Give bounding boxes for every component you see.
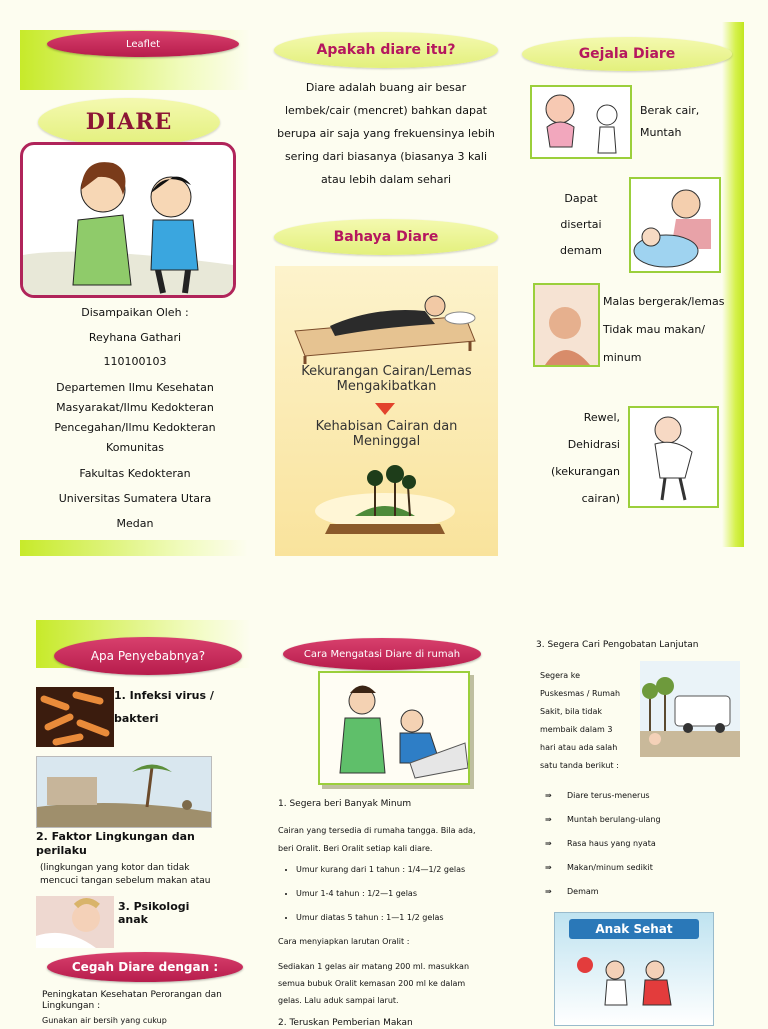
step-3-text: Segera ke Puskesmas / Rumah Sakit, bila tidak membaik dalam 3 hari atau ada salah satu tanda berikut : (540, 671, 621, 770)
double-arrow-icon: ⇛ (545, 791, 552, 800)
fever-child-illustration (629, 177, 721, 273)
sick-person-bed-illustration (275, 266, 498, 366)
danger-poster (275, 266, 498, 556)
grave-illustration (275, 456, 498, 546)
oralit-prep-text: Sediakan 1 gelas air matang 200 ml. masukkan semua bubuk Oralit kemasan 200 ml ke dalam gelas. Lalu aduk sampai larut. (278, 962, 470, 1005)
symptoms-heading-text: Gejala Diare (578, 46, 676, 62)
playing-children-illustration (555, 945, 713, 1025)
warning-sign-item (545, 808, 735, 832)
presented-by-label: Disampaikan Oleh : (81, 306, 189, 319)
danger-heading (274, 219, 498, 255)
warning-sign-item (545, 856, 735, 880)
dose-item: • Umur 1-4 tahun : 1/2—1 gelas (296, 882, 516, 906)
warning-sign-text: Makan/minum sedikit (567, 863, 653, 872)
cause-3: 3. Psikologi anak (118, 900, 190, 926)
warning-sign-item (545, 784, 735, 808)
cause-1: 1. Infeksi virus / bakteri (114, 689, 214, 725)
double-arrow-icon: ⇛ (545, 863, 552, 872)
mother-giving-drink-illustration (318, 671, 470, 785)
prevention-item: Peningkatan Kesehatan Perorangan dan Lingkungan : (42, 990, 222, 1011)
symptom-3: Malas bergerak/lemas Tidak mau makan/ minum (603, 295, 725, 364)
city: Medan (116, 517, 154, 530)
cause-2-description: (lingkungan yang kotor dan tidak mencuci tangan sebelum makan atau (40, 863, 211, 886)
step-2-title: 2. Teruskan Pemberian Makan (278, 1018, 413, 1028)
dirty-environment-image (36, 756, 212, 828)
what-is-heading-text: Apakah diare itu? (316, 42, 456, 58)
ambulance-image (640, 661, 740, 757)
sad-child-image (36, 896, 114, 948)
double-arrow-icon: ⇛ (545, 839, 552, 848)
prevention-heading-text: Cegah Diare dengan : (71, 960, 219, 974)
lethargic-child-illustration (533, 283, 600, 367)
leaflet-label: Leaflet (125, 38, 161, 50)
prevention-heading (47, 952, 243, 982)
step-1-text: Cairan yang tersedia di rumaha tangga. Bila ada, beri Oralit. Beri Oralit setiap kali diare. (278, 826, 476, 853)
cause-2-title: 2. Faktor Lingkungan dan perilaku (36, 830, 195, 857)
faculty: Fakultas Kedokteran (79, 467, 191, 480)
page-title: DIARE (85, 109, 173, 135)
presenter-name: Reyhana Gathari (88, 331, 182, 344)
causes-heading-text: Apa Penyebabnya? (90, 649, 206, 663)
danger-line-4: Meninggal (352, 434, 421, 449)
double-arrow-icon: ⇛ (545, 815, 552, 824)
oralit-prep-title: Cara menyiapkan larutan Oralit : (278, 937, 410, 946)
symptom-2: Dapat disertai demam (560, 192, 602, 257)
warning-signs-list (545, 784, 735, 904)
dose-list (278, 858, 516, 930)
danger-line-1: Kekurangan Cairan/Lemas (301, 364, 472, 379)
presenter-id: 110100103 (103, 355, 167, 368)
warning-sign-text: Demam (567, 887, 599, 896)
university: Universitas Sumatera Utara (58, 492, 212, 505)
symptoms-heading (522, 37, 732, 71)
prevention-subitem: Gunakan air bersih yang cukup (42, 1016, 167, 1025)
healthy-child-poster (554, 912, 714, 1026)
step-1-title: 1. Segera beri Banyak Minum (278, 799, 412, 809)
mother-child-illustration (20, 142, 236, 298)
bottom-left-green-band (20, 540, 248, 556)
symptom-1: Berak cair, Muntah (640, 104, 700, 139)
home-treatment-heading (283, 638, 481, 670)
healthy-child-label: Anak Sehat (569, 919, 699, 939)
danger-heading-text: Bahaya Diare (333, 229, 439, 245)
dose-item: • Umur diatas 5 tahun : 1—1 1/2 gelas (296, 906, 516, 930)
bacteria-image (36, 687, 114, 747)
causes-heading (54, 637, 242, 675)
warning-sign-text: Diare terus-menerus (567, 791, 650, 800)
warning-sign-text: Muntah berulang-ulang (567, 815, 661, 824)
title-badge (38, 98, 220, 146)
crying-child-illustration (628, 406, 719, 508)
right-green-stripe (722, 22, 744, 547)
diarrhea-definition: Diare adalah buang air besar lembek/cair (mencret) bahkan dapat berupa air saja yang frekuensinya lebih sering dari biasanya (biasanya 3 kali atau lebih dalam sehari (277, 81, 495, 186)
warning-sign-text: Rasa haus yang nyata (567, 839, 656, 848)
down-arrow-icon (375, 403, 395, 415)
step-3-title: 3. Segera Cari Pengobatan Lanjutan (536, 640, 699, 650)
dose-item: • Umur kurang dari 1 tahun : 1/4—1/2 gelas (296, 858, 516, 882)
presenter-block (20, 300, 250, 536)
home-treatment-heading-text: Cara Mengatasi Diare di rumah (303, 648, 461, 660)
danger-line-2: Mengakibatkan (336, 379, 437, 394)
warning-sign-item (545, 880, 735, 904)
department: Departemen Ilmu Kesehatan Masyarakat/Ilmu Kedokteran Pencegahan/Ilmu Kedokteran Komunitas (54, 381, 216, 454)
what-is-diarrhea-heading (274, 32, 498, 68)
double-arrow-icon: ⇛ (545, 887, 552, 896)
warning-sign-item (545, 832, 735, 856)
vomiting-child-illustration (530, 85, 632, 159)
leaflet-badge (47, 31, 239, 57)
symptom-4: Rewel, Dehidrasi (kekurangan cairan) (551, 411, 620, 505)
danger-line-3: Kehabisan Cairan dan (315, 419, 458, 434)
